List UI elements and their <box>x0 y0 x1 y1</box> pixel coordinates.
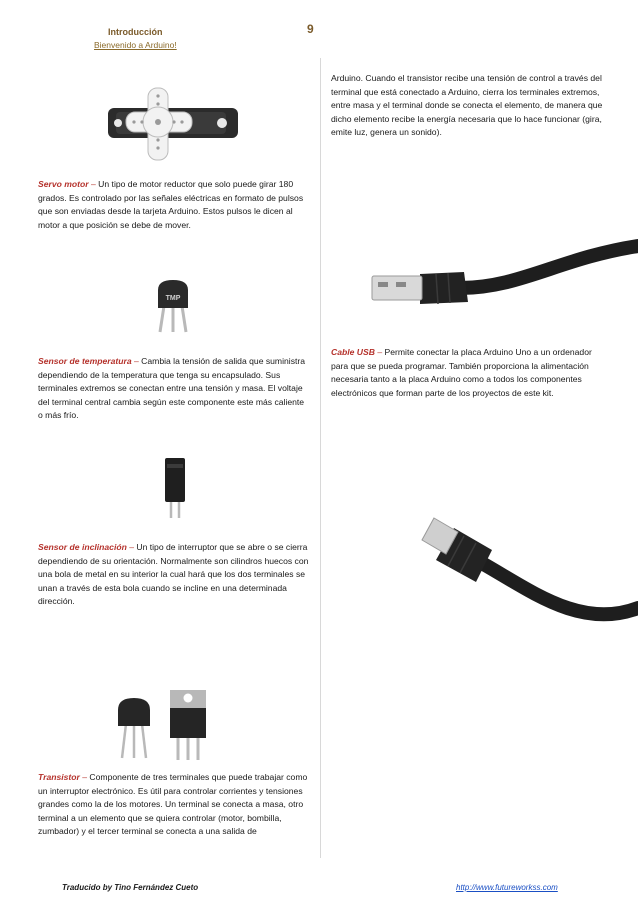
temperature-sensor-image <box>150 276 196 336</box>
usb-term: Cable USB <box>331 347 375 357</box>
servo-dash: – <box>91 179 96 189</box>
footer-credit: Traducido by Tino Fernández Cueto <box>62 883 199 892</box>
usb-description <box>331 346 603 400</box>
footer-url-link[interactable]: http://www.futureworkss.com <box>456 883 558 892</box>
usb-cable-a-image <box>360 238 638 326</box>
transistor-continuation: Arduino. Cuando el transistor recibe una tensión de control a través del terminal que está conectado a Arduino, cierra los terminales extremos, entre masa y el terminal donde se conecta el elemento, de manera que dicho elemento recibe la energía necesaria que lo hace funcionar (gira, emite luz, genera un sonido). <box>331 73 603 138</box>
tilt-description <box>38 541 310 609</box>
page-number: 9 <box>307 22 314 36</box>
temperature-dash: – <box>134 356 139 366</box>
usb-text: Permite conectar la placa Arduino Uno a un ordenador para que se pueda programar. También proporciona la alimentación necesaria tanto a la placa Arduino como a todos los componentes electrónicos que forman parte de los proyectos de este kit. <box>331 347 592 398</box>
column-divider <box>320 58 321 858</box>
tilt-text: Un tipo de interruptor que se abre o se cierra dependiendo de su orientación. Normalmente son cilindros huecos con una bola de metal en su interior la cual hará que los dos terminales se unan a través de esta bola cuando se incline en una determinada dirección. <box>38 542 309 607</box>
servo-motor-image <box>96 84 246 164</box>
section-title: Introducción <box>108 27 163 37</box>
temperature-description <box>38 355 310 423</box>
transistor-description <box>38 771 314 839</box>
section-subtitle-link[interactable]: Bienvenido a Arduino! <box>94 40 177 50</box>
servo-term: Servo motor <box>38 179 89 189</box>
servo-text: Un tipo de motor reductor que solo puede girar 180 grados. Es controlado por las señales eléctricas en formato de pulsos que son enviadas desde la tarjeta Arduino. Estos pulsos le dicen al motor a que posición se debe de mover. <box>38 179 304 230</box>
temperature-text: Cambia la tensión de salida que suministra dependiendo de la temperatura que tenga su encapsulado. Sus terminales extremos se conectan entre una tensión y masa. El voltaje del terminal central cambia según este componente este más caliente o más frío. <box>38 356 306 421</box>
transistor-term: Transistor <box>38 772 80 782</box>
tmp-chip-label: TMP <box>165 295 181 302</box>
temperature-term: Sensor de temperatura <box>38 356 132 366</box>
usb-dash: – <box>377 347 383 357</box>
tilt-term: Sensor de inclinación <box>38 542 127 552</box>
transistor-dash: – <box>82 772 88 782</box>
tilt-sensor-image <box>160 456 190 520</box>
transistor-image <box>112 684 214 764</box>
transistor-text: Componente de tres terminales que puede trabajar como un interruptor electrónico. Es útil para controlar corrientes y tensiones grandes como la de los motores. Un terminal se conecta a masa, otro terminal a un elemento que se quiera controlar (motor, bombilla, zumbador) y el tercer terminal se conecta a una salida de <box>38 772 308 837</box>
tilt-dash: – <box>129 542 134 552</box>
usb-cable-b-image <box>380 500 638 650</box>
servo-description <box>38 178 310 232</box>
